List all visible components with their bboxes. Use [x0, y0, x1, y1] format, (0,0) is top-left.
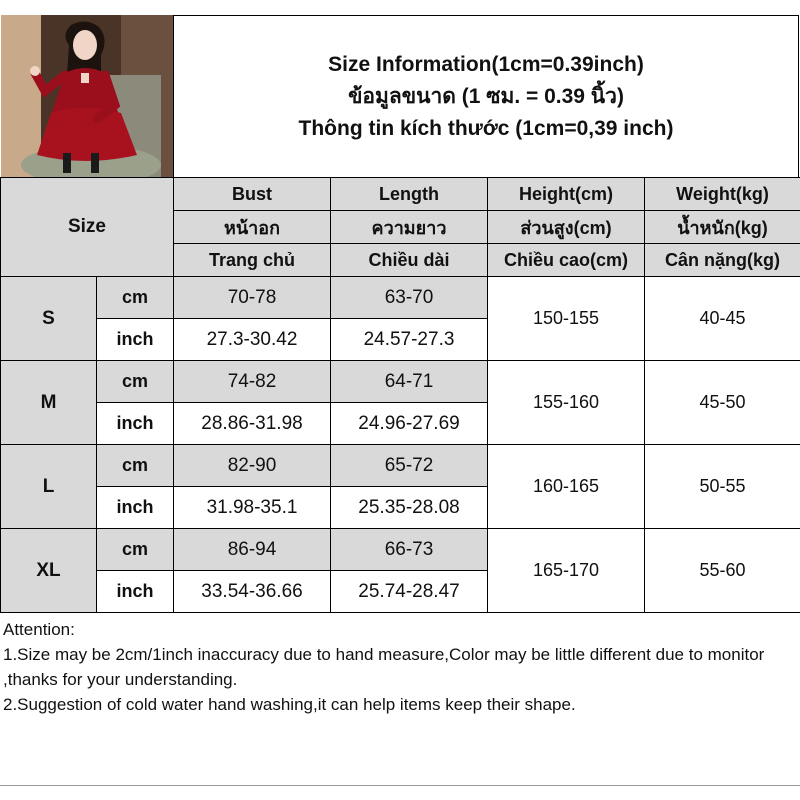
weight-header-en: Weight(kg) [645, 178, 800, 211]
length-cm-xl: 66-73 [331, 529, 488, 571]
bust-header-en: Bust [174, 178, 331, 211]
size-label-m: M [1, 361, 97, 445]
length-inch-s: 24.57-27.3 [331, 319, 488, 361]
header-title-vi: Thông tin kích thước (1cm=0,39 inch) [298, 116, 674, 140]
bust-inch-s: 27.3-30.42 [174, 319, 331, 361]
weight-header-vi: Cân nặng(kg) [645, 244, 800, 277]
weight-m: 45-50 [645, 361, 800, 445]
bust-cm-xl: 86-94 [174, 529, 331, 571]
height-header-vi: Chiều cao(cm) [488, 244, 645, 277]
weight-s: 40-45 [645, 277, 800, 361]
weight-header-th: น้ำหนัก(kg) [645, 211, 800, 244]
size-label-xl: XL [1, 529, 97, 613]
length-header-vi: Chiều dài [331, 244, 488, 277]
length-inch-xl: 25.74-28.47 [331, 571, 488, 613]
table-row [1, 445, 800, 487]
size-info-header [173, 15, 799, 177]
unit-cm: cm [97, 445, 174, 487]
unit-cm: cm [97, 361, 174, 403]
length-header-th: ความยาว [331, 211, 488, 244]
length-cm-m: 64-71 [331, 361, 488, 403]
bust-cm-m: 74-82 [174, 361, 331, 403]
unit-inch: inch [97, 319, 174, 361]
notes-title: Attention: [3, 620, 75, 639]
size-label-s: S [1, 277, 97, 361]
height-l: 160-165 [488, 445, 645, 529]
bust-header-th: หน้าอก [174, 211, 331, 244]
bust-inch-l: 31.98-35.1 [174, 487, 331, 529]
weight-l: 50-55 [645, 445, 800, 529]
height-header-th: ส่วนสูง(cm) [488, 211, 645, 244]
unit-cm: cm [97, 277, 174, 319]
length-inch-m: 24.96-27.69 [331, 403, 488, 445]
bust-inch-xl: 33.54-36.66 [174, 571, 331, 613]
length-header-en: Length [331, 178, 488, 211]
divider [0, 785, 800, 786]
unit-cm: cm [97, 529, 174, 571]
unit-inch: inch [97, 403, 174, 445]
notes-item-1: 1.Size may be 2cm/1inch inaccuracy due to hand measure,Color may be little different due to monitor ,thanks for your understanding. [3, 645, 765, 689]
unit-inch: inch [97, 571, 174, 613]
size-label-l: L [1, 445, 97, 529]
bust-cm-l: 82-90 [174, 445, 331, 487]
notes-item-2: 2.Suggestion of cold water hand washing,it can help items keep their shape. [3, 695, 576, 714]
length-cm-l: 65-72 [331, 445, 488, 487]
height-m: 155-160 [488, 361, 645, 445]
table-row [1, 529, 800, 571]
header-title-en: Size Information(1cm=0.39inch) [328, 52, 644, 76]
table-row [1, 277, 800, 319]
height-header-en: Height(cm) [488, 178, 645, 211]
header-title-th: ข้อมูลขนาด (1 ซม. = 0.39 นิ้ว) [348, 84, 624, 108]
bust-inch-m: 28.86-31.98 [174, 403, 331, 445]
size-column-header: Size [1, 178, 174, 277]
bust-header-vi: Trang chủ [174, 244, 331, 277]
product-photo [1, 15, 173, 177]
bust-cm-s: 70-78 [174, 277, 331, 319]
height-s: 150-155 [488, 277, 645, 361]
unit-inch: inch [97, 487, 174, 529]
table-row [1, 361, 800, 403]
length-inch-l: 25.35-28.08 [331, 487, 488, 529]
attention-notes [3, 617, 799, 717]
size-table [0, 177, 800, 613]
weight-xl: 55-60 [645, 529, 800, 613]
length-cm-s: 63-70 [331, 277, 488, 319]
height-xl: 165-170 [488, 529, 645, 613]
